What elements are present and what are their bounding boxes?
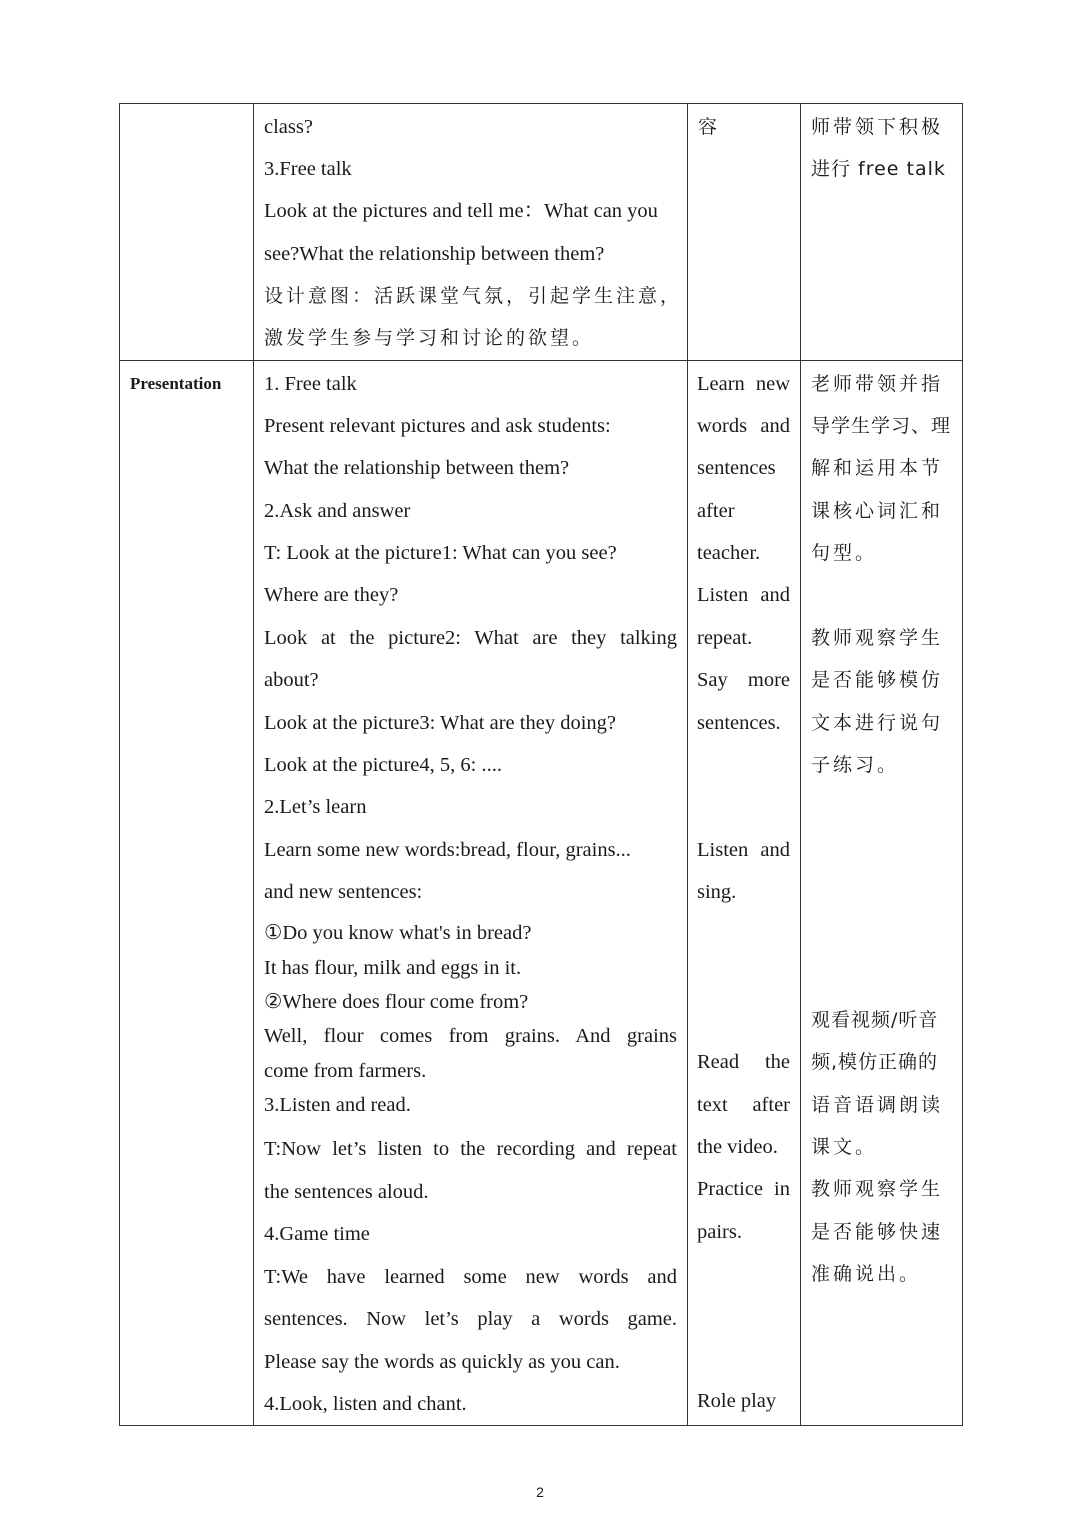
text-line: 1. Free talk xyxy=(264,373,357,395)
text-line: Well, flour comes from grains. And grains xyxy=(264,1025,677,1047)
text-line: the video. xyxy=(697,1136,778,1158)
text-line: Look at the picture3: What are they doing? xyxy=(264,712,616,734)
design-intent-line: 设计意图：活跃课堂气氛，引起学生注意， xyxy=(264,285,683,307)
text-line: sentences xyxy=(697,457,776,479)
text-line: 观看视频/听音 xyxy=(811,1009,939,1031)
stage-label: Presentation xyxy=(130,374,222,393)
text-line: Role play xyxy=(697,1390,777,1412)
text-line: 导学生学习、理 xyxy=(811,415,952,437)
text-line: T: Look at the picture1: What can you see? xyxy=(264,542,617,564)
lesson-plan-table xyxy=(119,103,963,1426)
text-line: Look at the pictures and tell me：What can you xyxy=(264,200,658,222)
text-line: What the relationship between them? xyxy=(264,457,570,479)
text-line: see?What the relationship between them? xyxy=(264,243,605,265)
text-line: 语音语调朗读 xyxy=(811,1094,944,1116)
text-line: Practice in xyxy=(697,1178,790,1200)
text-line: about? xyxy=(264,669,319,691)
text-line: 4.Look, listen and chant. xyxy=(264,1393,467,1415)
text-line: Where are they? xyxy=(264,584,399,606)
text-line: teacher. xyxy=(697,542,761,564)
text-line: 3.Listen and read. xyxy=(264,1094,411,1116)
text-line: Learn new xyxy=(697,373,790,395)
text-line: 3.Free talk xyxy=(264,158,352,180)
text-line: text after xyxy=(697,1094,790,1116)
text-line: 容 xyxy=(698,116,721,138)
text-line: Please say the words as quickly as you can. xyxy=(264,1351,620,1373)
intent-cell xyxy=(801,104,963,361)
text-line: 准确说出。 xyxy=(811,1263,922,1285)
text-line: T:Now let’s listen to the recording and repeat xyxy=(264,1138,677,1160)
text-line: 师带领下积极 xyxy=(811,116,944,138)
text-line: Present relevant pictures and ask students: xyxy=(264,415,611,437)
text-line: It has flour, milk and eggs in it. xyxy=(264,957,522,979)
text-line: 课核心词汇和 xyxy=(811,500,944,522)
text-line: 教师观察学生 xyxy=(811,1178,944,1200)
stage-cell xyxy=(120,361,254,1426)
design-intent-line: 激发学生参与学习和讨论的欲望。 xyxy=(264,327,595,349)
text-line: 2.Ask and answer xyxy=(264,500,411,522)
text-line: 教师观察学生 xyxy=(811,627,944,649)
text-line: Look at the picture4, 5, 6: .... xyxy=(264,754,502,776)
student-activity-cell xyxy=(688,361,801,1426)
text-line: Read the xyxy=(697,1051,790,1073)
student-activity-cell xyxy=(688,104,801,361)
table-row xyxy=(120,361,963,1426)
text-line: 4.Game time xyxy=(264,1223,370,1245)
text-line: repeat. xyxy=(697,627,753,649)
text-line: words and xyxy=(697,415,790,437)
text-line: class? xyxy=(264,116,313,138)
text-line: 频,模仿正确的 xyxy=(811,1051,939,1073)
text-line: 是否能够快速 xyxy=(811,1221,944,1243)
text-line: T:We have learned some new words and xyxy=(264,1266,677,1288)
text-line: pairs. xyxy=(697,1221,742,1243)
text-line: Say more xyxy=(697,669,790,691)
text-line: sentences. Now let’s play a words game. xyxy=(264,1308,677,1330)
text-line: 老师带领并指 xyxy=(811,373,944,395)
page-number: 2 xyxy=(536,1484,544,1500)
table-row xyxy=(120,104,963,361)
text-line: ①Do you know what's in bread? xyxy=(264,922,532,944)
text-line: Listen and xyxy=(697,584,790,606)
text-line: 课文。 xyxy=(811,1136,878,1158)
text-line: Learn some new words:bread, flour, grains... xyxy=(264,839,631,861)
text-line: 进行 free talk xyxy=(811,158,946,180)
intent-cell xyxy=(801,361,963,1426)
text-line: 文本进行说句 xyxy=(811,712,944,734)
text-line: 解和运用本节 xyxy=(811,457,944,479)
text-line: and new sentences: xyxy=(264,881,423,903)
text-line: sentences. xyxy=(697,712,781,734)
text-line: 句型。 xyxy=(811,542,878,564)
stage-cell xyxy=(120,104,254,361)
text-line: 2.Let’s learn xyxy=(264,796,367,818)
procedure-cell xyxy=(254,104,688,361)
text-line: 子练习。 xyxy=(811,754,900,776)
text-line: Look at the picture2: What are they talking xyxy=(264,627,677,649)
text-line: 是否能够模仿 xyxy=(811,669,944,691)
text-line: the sentences aloud. xyxy=(264,1181,429,1203)
text-line: sing. xyxy=(697,881,737,903)
text-line: come from farmers. xyxy=(264,1060,427,1082)
text-line: after xyxy=(697,500,735,522)
text-line: Listen and xyxy=(697,839,790,861)
procedure-cell xyxy=(254,361,688,1426)
text-line: ②Where does flour come from? xyxy=(264,991,529,1013)
